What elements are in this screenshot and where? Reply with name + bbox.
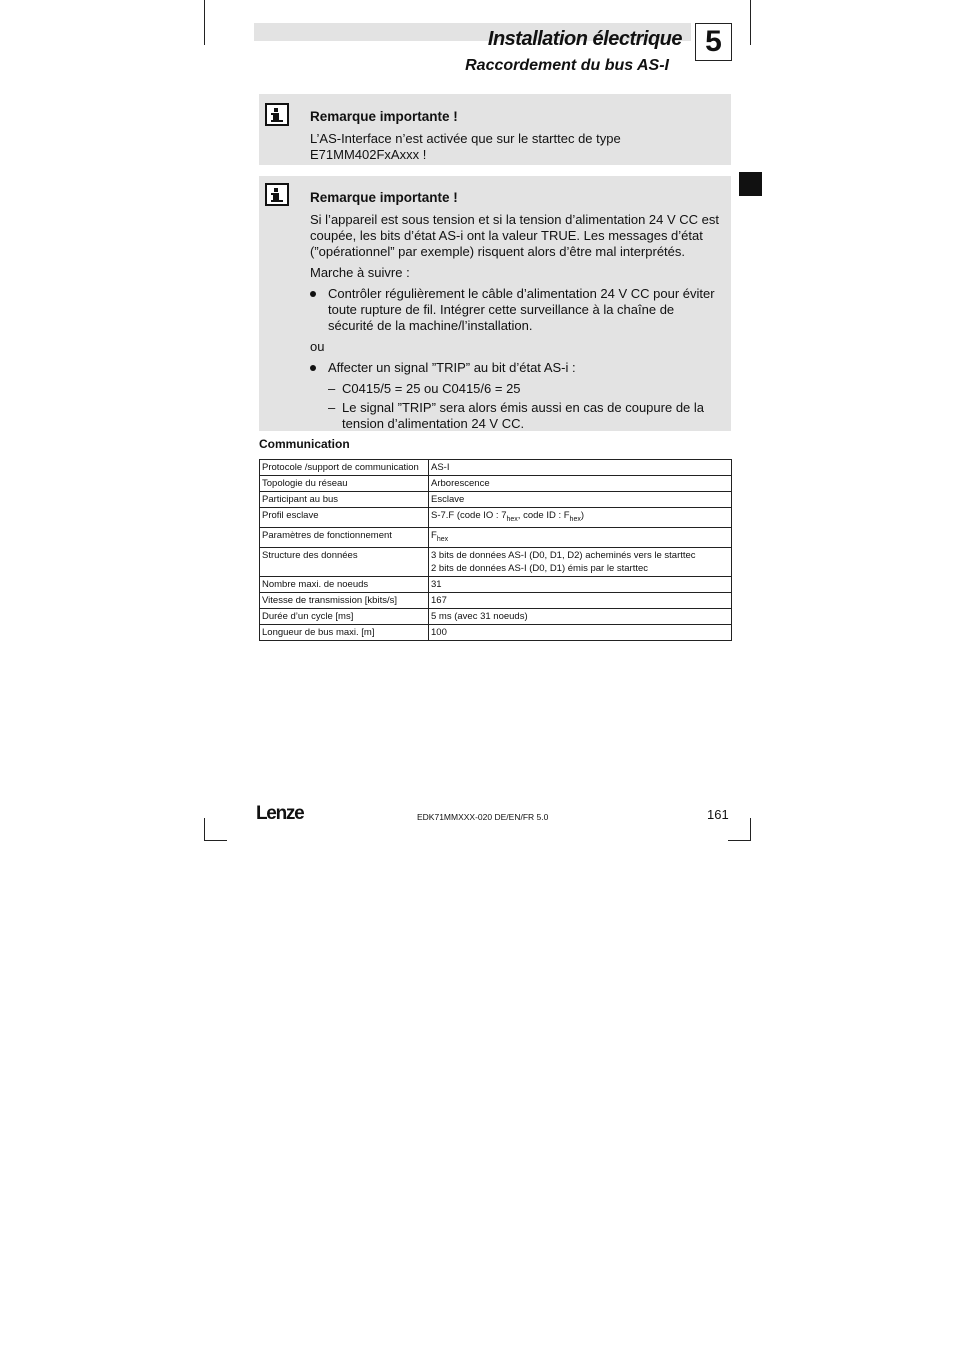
info-icon bbox=[265, 103, 289, 126]
bullet-text: Contrôler régulièrement le câble d’alimentation 24 V CC pour éviter toute rupture de fil. Intégrer cette surveillance à la chaîne de sécurité de la machine/l’installation. bbox=[328, 286, 715, 333]
table-key: Vitesse de transmission [kbits/s] bbox=[260, 592, 429, 608]
chapter-title: Installation électrique bbox=[487, 28, 682, 50]
crop-mark bbox=[728, 840, 751, 841]
table-key: Protocole /support de communication bbox=[260, 460, 429, 476]
table-row bbox=[260, 508, 732, 528]
dash-icon: – bbox=[328, 381, 336, 396]
lenze-logo: Lenze bbox=[256, 803, 304, 824]
dash-text: Le signal ”TRIP” sera alors émis aussi en cas de coupure de la tension d’alimentation 24 V CC. bbox=[342, 400, 705, 431]
note-text: L’AS-Interface n’est activée que sur le starttec de type E71MM402FxAxxx ! bbox=[310, 131, 621, 162]
table-row bbox=[260, 492, 732, 508]
table-value: Arborescence bbox=[429, 476, 732, 492]
bullet-icon bbox=[310, 365, 316, 371]
table-value: 31 bbox=[429, 576, 732, 592]
note-body bbox=[310, 190, 723, 435]
table-key: Profil esclave bbox=[260, 508, 429, 528]
table-key: Participant au bus bbox=[260, 492, 429, 508]
communication-table bbox=[259, 459, 732, 641]
note-title: Remarque importante ! bbox=[310, 109, 458, 124]
table-value: 3 bits de données AS-I (D0, D1, D2) acheminés vers le starttec 2 bits de données AS-I (D0, D1) émis par le starttec bbox=[429, 547, 732, 576]
table-key: Nombre maxi. de noeuds bbox=[260, 576, 429, 592]
table-row bbox=[260, 476, 732, 492]
table-row bbox=[260, 608, 732, 624]
table-value: 100 bbox=[429, 624, 732, 640]
dash-item bbox=[310, 400, 723, 432]
table-key: Structure des données bbox=[260, 547, 429, 576]
table-key: Topologie du réseau bbox=[260, 476, 429, 492]
note-title: Remarque importante ! bbox=[310, 190, 458, 205]
table-value: Esclave bbox=[429, 492, 732, 508]
crop-mark bbox=[204, 840, 227, 841]
table-value: S-7.F (code IO : $7_{hex}$, code ID : $F_{hex}$) bbox=[429, 508, 732, 528]
section-heading: Communication bbox=[259, 437, 350, 451]
table-row bbox=[260, 624, 732, 640]
bullet-item bbox=[310, 360, 723, 376]
important-note-1 bbox=[259, 94, 731, 165]
table-row bbox=[260, 527, 732, 547]
table-row bbox=[260, 592, 732, 608]
crop-mark bbox=[204, 818, 205, 841]
bullet-item bbox=[310, 286, 723, 334]
table-key: Longueur de bus maxi. [m] bbox=[260, 624, 429, 640]
chapter-number: 5 bbox=[695, 23, 732, 61]
crop-mark bbox=[750, 0, 751, 45]
page-number: 161 bbox=[707, 807, 729, 822]
chapter-side-tab bbox=[739, 172, 762, 196]
table-key: Paramètres de fonctionnement bbox=[260, 527, 429, 547]
table-value: 167 bbox=[429, 592, 732, 608]
bullet-text: Affecter un signal ”TRIP” au bit d’état AS-i : bbox=[328, 360, 576, 375]
document-code: EDK71MMXXX-020 DE/EN/FR 5.0 bbox=[417, 812, 549, 822]
crop-mark bbox=[750, 818, 751, 841]
info-icon bbox=[265, 183, 289, 206]
dash-icon: – bbox=[328, 400, 336, 415]
chapter-subtitle: Raccordement du bus AS-I bbox=[465, 57, 669, 74]
table-row bbox=[260, 547, 732, 576]
table-key: Durée d’un cycle [ms] bbox=[260, 608, 429, 624]
dash-item bbox=[310, 381, 723, 397]
or-text: ou bbox=[310, 339, 325, 354]
table-row bbox=[260, 576, 732, 592]
table-value: 5 ms (avec 31 noeuds) bbox=[429, 608, 732, 624]
important-note-2 bbox=[259, 176, 731, 431]
crop-mark bbox=[204, 0, 205, 45]
note-intro: Si l’appareil est sous tension et si la tension d’alimentation 24 V CC est coupée, les bits d’état AS-i ont la valeur TRUE. Les messages d’état (”opérationnel” par exemple) risquent alors d’être mal interprétés. bbox=[310, 212, 719, 259]
table-value: AS-I bbox=[429, 460, 732, 476]
bullet-icon bbox=[310, 291, 316, 297]
dash-text: C0415/5 = 25 ou C0415/6 = 25 bbox=[342, 381, 521, 396]
note-body bbox=[310, 109, 723, 168]
procedure-label: Marche à suivre : bbox=[310, 265, 410, 280]
table-value: $F_{hex}$ bbox=[429, 527, 732, 547]
table-row bbox=[260, 460, 732, 476]
